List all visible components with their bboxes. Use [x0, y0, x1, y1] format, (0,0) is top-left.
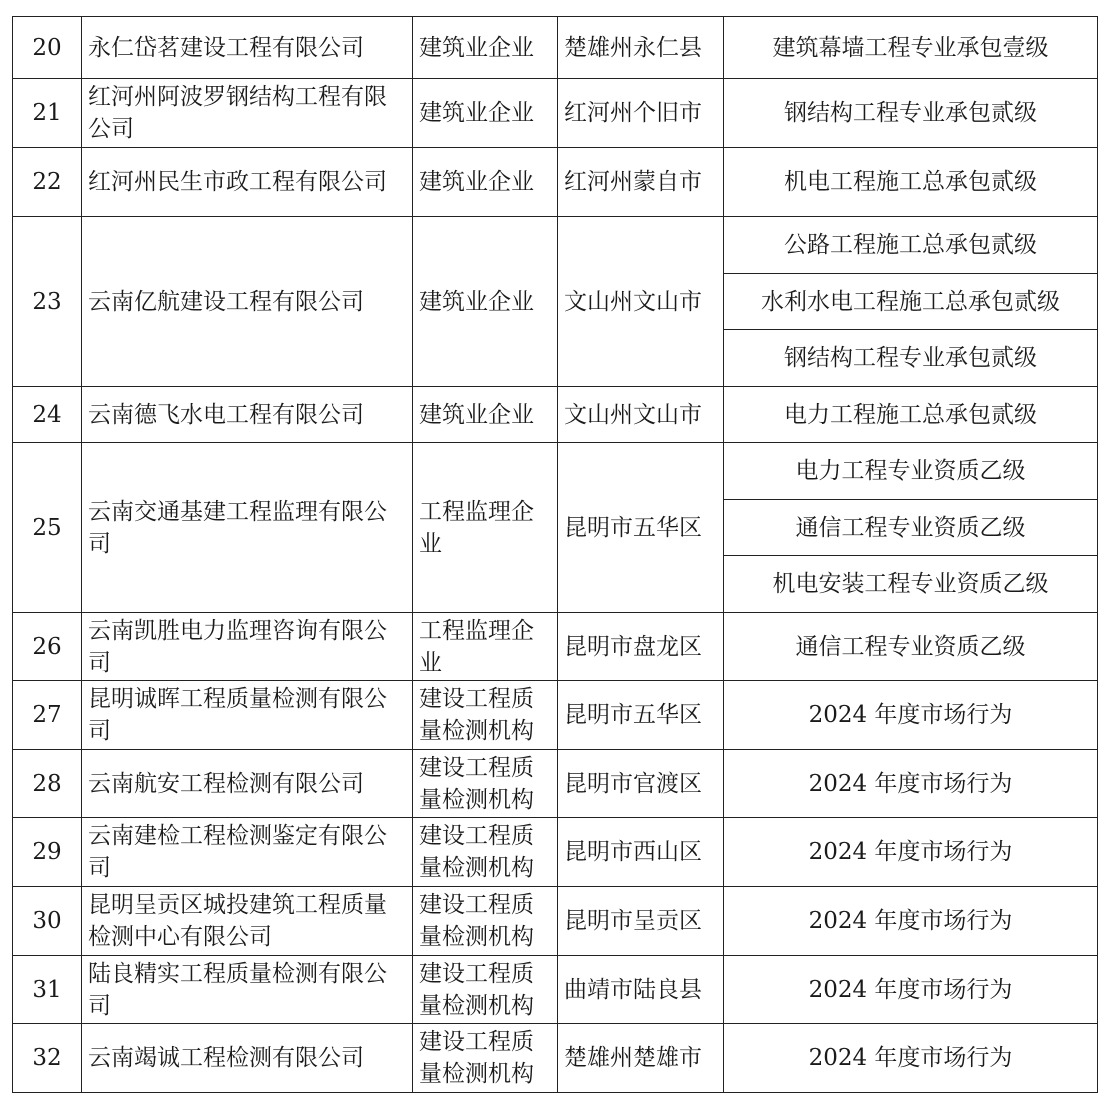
enterprise-type: 建筑业企业: [413, 217, 558, 387]
qualification: 公路工程施工总承包贰级: [724, 217, 1098, 274]
table-row: [13, 750, 1098, 818]
row-number: 25: [13, 443, 82, 613]
qualification: 2024 年度市场行为: [724, 887, 1098, 956]
row-number: 26: [13, 613, 82, 681]
qualification: 通信工程专业资质乙级: [724, 613, 1098, 681]
enterprise-type: 建设工程质量检测机构: [413, 1024, 558, 1093]
row-number: 21: [13, 79, 82, 148]
qualification: 钢结构工程专业承包贰级: [724, 330, 1098, 387]
enterprise-type: 建筑业企业: [413, 79, 558, 148]
region: 昆明市五华区: [558, 443, 724, 613]
region: 昆明市盘龙区: [558, 613, 724, 681]
company-name: 红河州阿波罗钢结构工程有限公司: [82, 79, 413, 148]
row-number: 30: [13, 887, 82, 956]
table-row: [13, 613, 1098, 681]
row-number: 31: [13, 956, 82, 1024]
row-number: 23: [13, 217, 82, 387]
row-number: 32: [13, 1024, 82, 1093]
qualification: 机电安装工程专业资质乙级: [724, 556, 1098, 613]
qualification: 2024 年度市场行为: [724, 681, 1098, 750]
region: 昆明市呈贡区: [558, 887, 724, 956]
enterprise-table: [12, 16, 1098, 1093]
company-name: 云南凯胜电力监理咨询有限公司: [82, 613, 413, 681]
table-row: [13, 818, 1098, 887]
company-name: 云南建检工程检测鉴定有限公司: [82, 818, 413, 887]
enterprise-type: 工程监理企业: [413, 443, 558, 613]
row-number: 20: [13, 17, 82, 79]
row-number: 27: [13, 681, 82, 750]
region: 曲靖市陆良县: [558, 956, 724, 1024]
region: 昆明市五华区: [558, 681, 724, 750]
enterprise-type: 建设工程质量检测机构: [413, 750, 558, 818]
qualification: 2024 年度市场行为: [724, 750, 1098, 818]
company-name: 永仁岱茗建设工程有限公司: [82, 17, 413, 79]
qualification: 电力工程专业资质乙级: [724, 443, 1098, 500]
table-row: [13, 956, 1098, 1024]
qualification: 2024 年度市场行为: [724, 818, 1098, 887]
company-name: 陆良精实工程质量检测有限公司: [82, 956, 413, 1024]
qualification: 电力工程施工总承包贰级: [724, 387, 1098, 443]
row-number: 28: [13, 750, 82, 818]
region: 红河州个旧市: [558, 79, 724, 148]
row-number: 29: [13, 818, 82, 887]
company-name: 云南航安工程检测有限公司: [82, 750, 413, 818]
row-number: 22: [13, 148, 82, 217]
company-name: 云南交通基建工程监理有限公司: [82, 443, 413, 613]
qualification: 机电工程施工总承包贰级: [724, 148, 1098, 217]
table-body: [13, 17, 1098, 1093]
qualification: 水利水电工程施工总承包贰级: [724, 274, 1098, 330]
company-name: 昆明呈贡区城投建筑工程质量检测中心有限公司: [82, 887, 413, 956]
company-name: 云南竭诚工程检测有限公司: [82, 1024, 413, 1093]
enterprise-type: 建筑业企业: [413, 387, 558, 443]
enterprise-type: 建筑业企业: [413, 148, 558, 217]
enterprise-type: 建设工程质量检测机构: [413, 818, 558, 887]
qualification: 建筑幕墙工程专业承包壹级: [724, 17, 1098, 79]
table-row: [13, 17, 1098, 79]
enterprise-type: 建设工程质量检测机构: [413, 887, 558, 956]
region: 昆明市官渡区: [558, 750, 724, 818]
qualification: 2024 年度市场行为: [724, 1024, 1098, 1093]
company-name: 红河州民生市政工程有限公司: [82, 148, 413, 217]
qualification: 钢结构工程专业承包贰级: [724, 79, 1098, 148]
table-row: [13, 681, 1098, 750]
company-name: 云南德飞水电工程有限公司: [82, 387, 413, 443]
region: 文山州文山市: [558, 217, 724, 387]
table-row: [13, 443, 1098, 500]
table-row: [13, 79, 1098, 148]
table-row: [13, 148, 1098, 217]
qualification: 2024 年度市场行为: [724, 956, 1098, 1024]
region: 楚雄州楚雄市: [558, 1024, 724, 1093]
company-name: 昆明诚晖工程质量检测有限公司: [82, 681, 413, 750]
region: 红河州蒙自市: [558, 148, 724, 217]
table-row: [13, 217, 1098, 274]
row-number: 24: [13, 387, 82, 443]
region: 昆明市西山区: [558, 818, 724, 887]
region: 文山州文山市: [558, 387, 724, 443]
enterprise-type: 建筑业企业: [413, 17, 558, 79]
table-row: [13, 1024, 1098, 1093]
qualification: 通信工程专业资质乙级: [724, 500, 1098, 556]
enterprise-type: 建设工程质量检测机构: [413, 956, 558, 1024]
region: 楚雄州永仁县: [558, 17, 724, 79]
enterprise-type: 工程监理企业: [413, 613, 558, 681]
company-name: 云南亿航建设工程有限公司: [82, 217, 413, 387]
table-row: [13, 387, 1098, 443]
table-row: [13, 887, 1098, 956]
enterprise-type: 建设工程质量检测机构: [413, 681, 558, 750]
